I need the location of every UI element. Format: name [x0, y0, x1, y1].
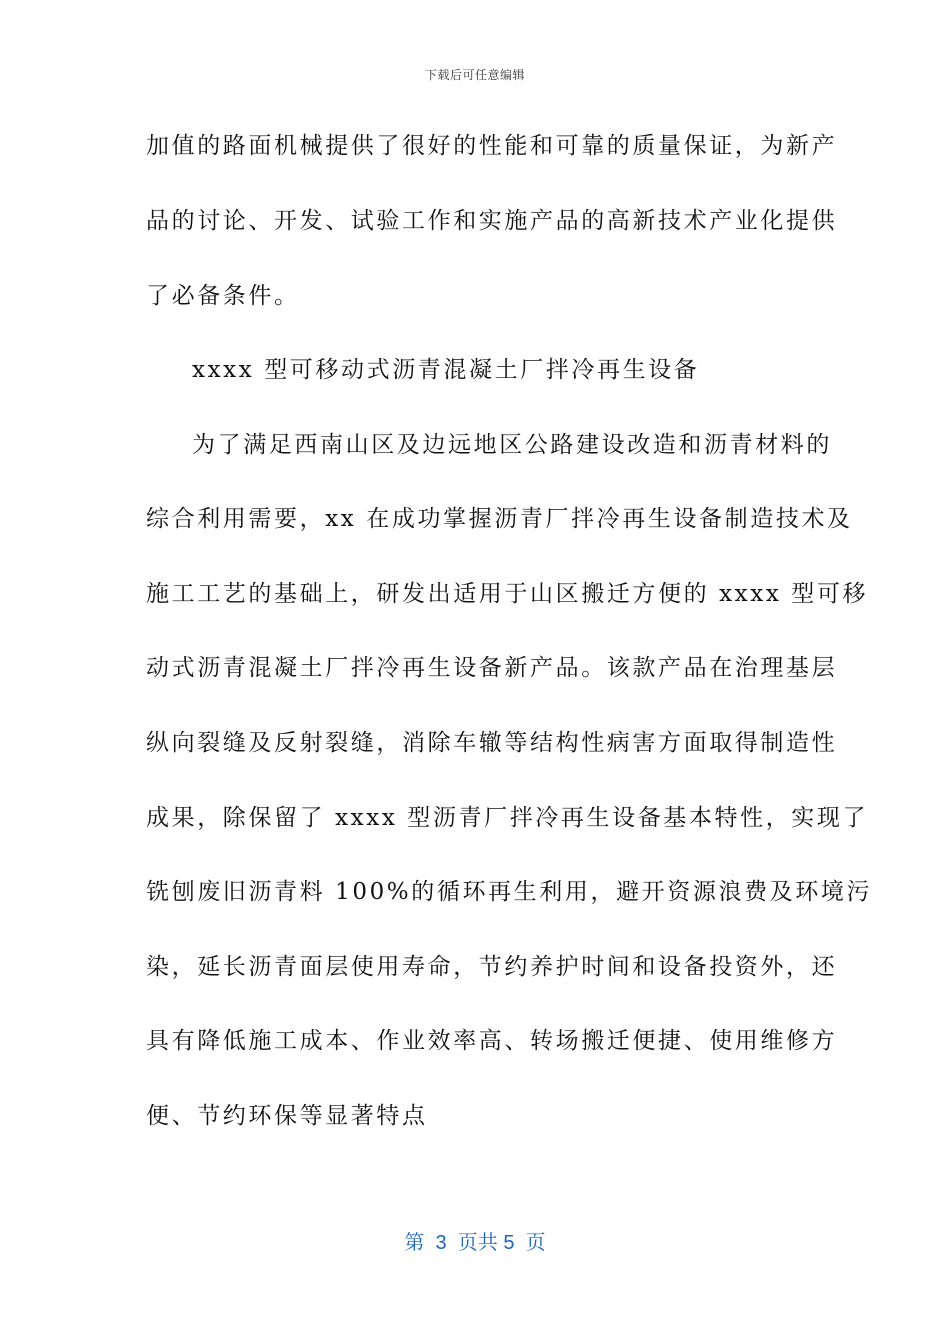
body-line: 综合利用需要，xx 在成功掌握沥青厂拌冷再生设备制造技术及 — [146, 506, 853, 532]
header-note: 下载后可任意编辑 — [424, 68, 525, 82]
body-line: 品的讨论、开发、试验工作和实施产品的高新技术产业化提供 — [146, 208, 838, 234]
section-title: xxxx 型可移动式沥青混凝土厂拌冷再生设备 — [192, 357, 700, 383]
body-line: 染，延长沥青面层使用寿命，节约养护时间和设备投资外，还 — [146, 954, 838, 980]
body-line: 便、节约环保等显著特点 — [146, 1103, 428, 1129]
body-line: 铣刨废旧沥青料 100%的循环再生利用，避开资源浪费及环境污 — [146, 879, 873, 905]
body-line: 具有降低施工成本、作业效率高、转场搬迁便捷、使用维修方 — [146, 1028, 838, 1054]
body-line: 纵向裂缝及反射裂缝，消除车辙等结构性病害方面取得制造性 — [146, 730, 838, 756]
body-line: 成果，除保留了 xxxx 型沥青厂拌冷再生设备基本特性，实现了 — [146, 805, 869, 831]
body-line: 施工工艺的基础上，研发出适用于山区搬迁方便的 xxxx 型可移 — [146, 581, 869, 607]
body-line: 动式沥青混凝土厂拌冷再生设备新产品。该款产品在治理基层 — [146, 655, 838, 681]
page-number-footer: 第 3 页共 5 页 — [404, 1232, 546, 1254]
body-line: 为了满足西南山区及边远地区公路建设改造和沥青材料的 — [192, 432, 832, 458]
body-line: 加值的路面机械提供了很好的性能和可靠的质量保证，为新产 — [146, 133, 838, 159]
body-line: 了必备条件。 — [146, 283, 300, 309]
